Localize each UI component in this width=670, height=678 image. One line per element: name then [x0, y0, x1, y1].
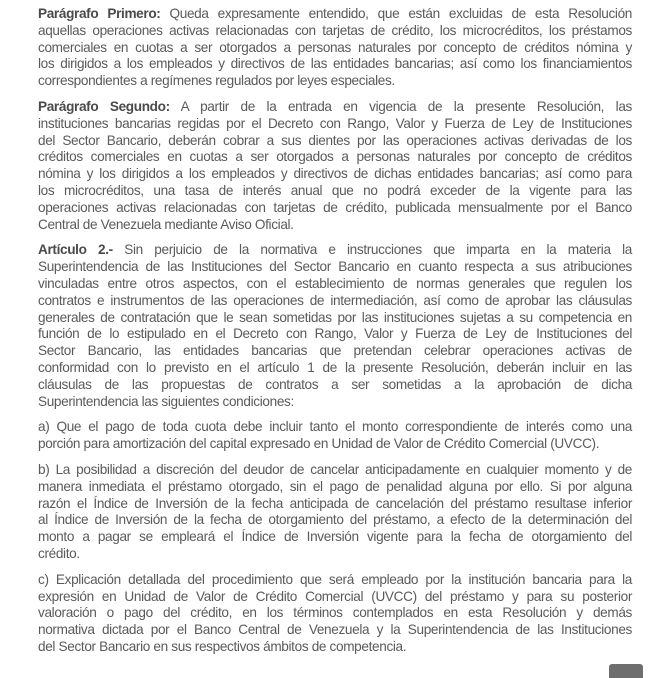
- text-line: los microcréditos, una tasa de interés anual que no podrá exceder de la vigente para las: [38, 182, 632, 198]
- text-line: normativa dictada por el Banco Central de Venezuela y la Superintendencia de las Instituciones: [38, 622, 632, 638]
- text-line: correspondientes a regímenes regulados por leyes especiales.: [38, 73, 395, 89]
- text-line: vinculadas entre otros aspectos, con el establecimiento de normas generales que regulen los: [38, 275, 632, 291]
- text-line: c) Explicación detallada del procedimiento que será empleado por la institución bancaria para la: [38, 571, 632, 587]
- text-line: expresión en Unidad de Valor de Crédito Comercial (UVCC) del préstamo y para su posterior: [38, 588, 632, 604]
- text-line: nómina y los dirigidos a los empleados y directivos de dichas entidades bancarias; así como para: [38, 166, 632, 182]
- text-line: generales de contratación que le sean sometidas por las instituciones sujetas a su competencia en: [38, 309, 632, 325]
- condicion-b: [38, 462, 632, 563]
- text-line: instituciones bancarias regidas por el Decreto con Rango, Valor y Fuerza de Ley de Instituciones: [38, 115, 632, 131]
- text-line: Artículo 2.- Sin perjuicio de la normativa e instrucciones que imparta en la materia la: [38, 242, 632, 258]
- article-label: Artículo 2.-: [38, 242, 113, 258]
- text-line: Parágrafo Segundo: A partir de la entrada en vigencia de la presente Resolución, las: [38, 98, 632, 114]
- text-line: comerciales en cuotas a ser otorgados a personas naturales por concepto de créditos nómina y: [38, 39, 632, 55]
- text-line: porción para amortización del capital expresado en Unidad de Valor de Crédito Comercial (UVCC).: [38, 436, 600, 452]
- text-line: a) Que el pago de toda cuota debe incluir tanto el monto correspondiente de interés como una: [38, 419, 632, 435]
- paragrafo-segundo: [38, 99, 632, 233]
- paragrafo-primero: [38, 6, 632, 90]
- text-line: conformidad con lo previsto en el artículo 1 de la presente Resolución, deberán incluir en las: [38, 359, 632, 375]
- text-line: razón el Índice de Inversión de la fecha anticipada de cancelación del préstamo resultase inferior: [38, 495, 632, 511]
- text-line: Sector Bancario, las entidades bancarias que pretendan celebrar operaciones activas de: [38, 343, 632, 359]
- paragraph-label: Parágrafo Segundo:: [38, 98, 170, 114]
- text-line: Parágrafo Primero: Queda expresamente entendido, que están excluidas de esta Resolución: [38, 6, 633, 21]
- text-line: cláusulas de las propuestas de contratos a ser sometidas a la aprobación de dicha: [38, 376, 632, 392]
- text-line: crédito.: [38, 545, 80, 561]
- text-line: Superintendencia de las Instituciones del Sector Bancario en cuanto respecta a sus atribuciones: [38, 259, 632, 275]
- text-line: b) La posibilidad a discreción del deudor de cancelar anticipadamente en cualquier momento y de: [38, 461, 632, 477]
- scroll-to-top-button[interactable]: [609, 664, 643, 678]
- text-line: los dirigidos a los empleados y directivos de las entidades bancarias; así como los financiamientos: [38, 56, 632, 72]
- condicion-a: [38, 419, 632, 453]
- text-line: créditos comerciales en cuotas a ser otorgados a personas naturales por concepto de créditos: [38, 149, 632, 165]
- text-line: contratos e instrumentos de las operaciones de intermediación, así como de aprobar las cláusulas: [38, 292, 632, 308]
- document-page: [38, 6, 632, 665]
- condicion-c: [38, 572, 632, 656]
- articulo-2: [38, 242, 632, 410]
- text-line: al Índice de Inversión de la fecha de otorgamiento del préstamo, a efecto de la determinación del: [38, 512, 632, 528]
- text-line: monto a pagar se empleará el Índice de Inversión vigente para la fecha de otorgamiento del: [38, 529, 632, 545]
- text-line: Superintendencia las siguientes condiciones:: [38, 393, 294, 409]
- text-line: valoración o pago del crédito, en los términos contemplados en esta Resolución y demás: [38, 605, 632, 621]
- text-line: aquellas operaciones activas relacionadas con tarjetas de crédito, los microcréditos, los préstamos: [38, 22, 632, 38]
- text-line: del Sector Bancario, deberán cobrar a sus dientes por las operaciones activas derivadas de los: [38, 132, 632, 148]
- text-line: manera inmediata el préstamo otorgado, sin el pago de penalidad alguna por ello. Si por alguna: [38, 478, 632, 494]
- paragraph-label: Parágrafo Primero:: [38, 6, 161, 21]
- text-line: operaciones activas relacionadas con tarjetas de crédito, publicada mensualmente por el Banco: [38, 199, 632, 215]
- text-line: función de lo estipulado en el Decreto con Rango, Valor y Fuerza de Ley de Instituciones del: [38, 326, 632, 342]
- text-line: del Sector Bancario en sus respectivos ámbitos de competencia.: [38, 638, 407, 654]
- text-line: Central de Venezuela mediante Aviso Oficial.: [38, 216, 294, 232]
